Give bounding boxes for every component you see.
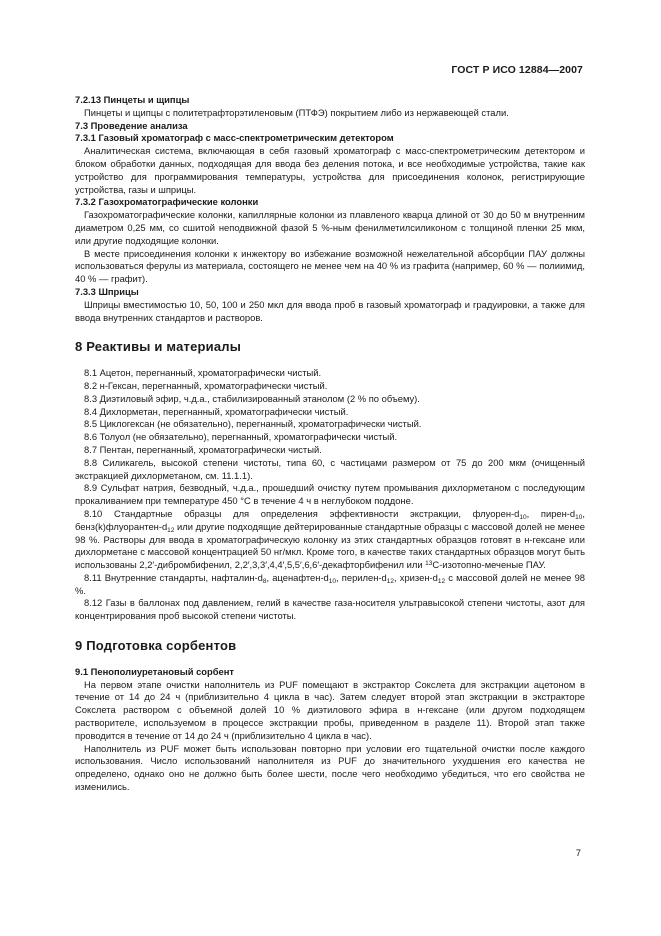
- document-id-header: ГОСТ Р ИСО 12884—2007: [451, 64, 583, 76]
- text-run: , хризен-d: [393, 571, 438, 583]
- paragraph-9-1-a: На первом этапе очистки наполнитель из PUF помещают в экстрактор Сокслета для экстракции ацетоном в течение от 14 до 24 ч (приблизительно 4 цикла в час). Затем следует второй этап экстракции в экстракторе Сокслета раствором с объемной долей 10 % диэтилового эфира в н-гексане (или другом подходящем растворителе, используемом в процессе экстракции пробы, приведенном в разделе 11). Второй этап также проводится в течение от 14 до 24 ч (приблизительно 4 цикла в час).: [75, 678, 585, 741]
- section-8-heading: 8 Реактивы и материалы: [75, 339, 242, 355]
- reagent-item: 8.2 н-Гексан, перегнанный, хроматографически чистый.: [84, 379, 328, 391]
- reagent-item-8-10: [75, 508, 585, 572]
- reagent-item: 8.7 Пентан, перегнанный, хроматографически чистый.: [84, 443, 322, 455]
- subscript: 10: [575, 513, 583, 521]
- heading-7-2-13: 7.2.13 Пинцеты и щипцы: [75, 94, 190, 105]
- text-run: с массовой долей не менее 98 %.: [75, 571, 585, 596]
- heading-7-3: 7.3 Проведение анализа: [75, 119, 188, 131]
- text-run: , аценафтен-d: [266, 571, 329, 583]
- reagent-item: 8.1 Ацетон, перегнанный, хроматографически чистый.: [84, 367, 322, 379]
- section-9-heading: 9 Подготовка сорбентов: [75, 638, 237, 654]
- subscript: 10: [328, 577, 337, 585]
- text-run: 8.10 Стандартные образцы для определения эффективности экстракции, флуорен-d: [84, 507, 520, 519]
- subscript: 8: [262, 577, 267, 585]
- subscript: 12: [437, 577, 446, 585]
- superscript: 13: [425, 560, 433, 568]
- text-run: , пирен-d: [526, 507, 576, 519]
- reagents-list: [75, 367, 585, 623]
- text-run: 8.11 Внутренние стандарты, нафталин-d: [84, 571, 263, 583]
- heading-7-3-3: 7.3.3 Шприцы: [75, 285, 139, 297]
- paragraph-7-3-1: Аналитическая система, включающая в себя газовый хроматограф с масс-спектрометрическим детектором и блоком обработки данных, подходящая для ввода без деления потока, и все необходимые устройства, такие как устройство для программирования температуры, устройства для присоединения колонок, регистрирующие устройства, газы и шприцы.: [75, 145, 585, 195]
- text-run: или другие подходящие дейтерированные стандартные образцы с массовой долей не менее 98 %. Растворы для ввода в хроматографическую колонку из этих стандартных образцов готовят в н-гексане или дихлорметане с массовой концентрацией 50 нг/мкл. Кроме того, в качестве таких стандартных образцов могут быть использованы 2,2′-дибромбифенил, 2,2′,3,3′,4,4′,5,5′,6,6′-декафторбифенил или: [75, 520, 585, 571]
- reagent-item: 8.6 Толуол (не обязательно), перегнанный, хроматографически чистый.: [84, 431, 398, 443]
- paragraph-7-3-2-b: В месте присоединения колонки к инжектору во избежание возможной нежелательной абсорбции ПАУ должны использоваться ферулы из материала, состоящего не менее чем на 40 % из графита (например, 60 % — полиимид, 40 % — графит).: [75, 247, 585, 285]
- reagent-item: 8.8 Силикагель, высокой степени чистоты, типа 60, с частицами размером от 75 до 200 мкм (очищенный экстракцией дихлорметаном, см. 11.1.1).: [75, 456, 585, 481]
- heading-9-1: 9.1 Пенополиуретановый сорбент: [75, 665, 235, 677]
- paragraph-7-2-13: Пинцеты и щипцы с политетрафторэтиленовым (ПТФЭ) покрытием либо из нержавеющей стали.: [84, 106, 509, 118]
- reagent-item: 8.9 Сульфат натрия, безводный, ч.д.а., прошедший очистку путем промывания дихлорметаном с последующим прокаливанием при температуре 450 °С в течение 4 ч в неглубоком поддоне.: [75, 482, 585, 507]
- text-run: , перилен-d: [336, 571, 387, 583]
- paragraph-9-1-b: Наполнитель из PUF может быть использован повторно при условии его тщательной очистки после каждого использования. Число использований наполнителя из PUF до значительного ухудшения его качества не определено, однако оно не должно быть более шести, после чего необходимо убедиться, что его свойства не изменились.: [75, 742, 585, 793]
- paragraph-7-3-2-a: Газохроматографические колонки, капиллярные колонки из плавленого кварца длиной от 30 до 50 м внутренним диаметром 0,25 мм, со сшитой неподвижной фазой 5 %-ным фенилметилсиликоном с толщиной пленки 25 мкм, или другие подходящие колонки.: [75, 209, 585, 246]
- page-number: 7: [575, 848, 581, 859]
- heading-7-3-2: 7.3.2 Газохроматографические колонки: [75, 196, 259, 208]
- reagent-item: 8.3 Диэтиловый эфир, ч.д.а., стабилизированный этанолом (2 % по объему).: [84, 392, 420, 404]
- heading-7-3-1: 7.3.1 Газовый хроматограф с масс-спектрометрическим детектором: [75, 132, 394, 144]
- subscript: 12: [386, 577, 394, 585]
- reagent-item-8-11: [75, 572, 585, 598]
- text-run: С-изотопно-меченые ПАУ.: [432, 559, 546, 571]
- page-body: [75, 94, 585, 794]
- reagent-item: 8.4 Дихлорметан, перегнанный, хроматографически чистый.: [84, 405, 349, 417]
- subscript: 12: [167, 526, 175, 534]
- paragraph-7-3-3: Шприцы вместимостью 10, 50, 100 и 250 мкл для ввода проб в газовый хроматограф и градуировки, а также для ввода внутренних стандартов и растворов.: [75, 298, 585, 323]
- text-run: , бенз(k)флуорантен-d: [75, 507, 585, 532]
- reagent-item: 8.5 Циклогексан (не обязательно), перегнанный, хроматографически чистый.: [84, 418, 422, 430]
- subscript: 10: [519, 513, 527, 521]
- reagent-item: 8.12 Газы в баллонах под давлением, гелий в качестве газа-носителя ультравысокой степени чистоты, азот для концентрирования проб высокой степени чистоты.: [75, 597, 585, 622]
